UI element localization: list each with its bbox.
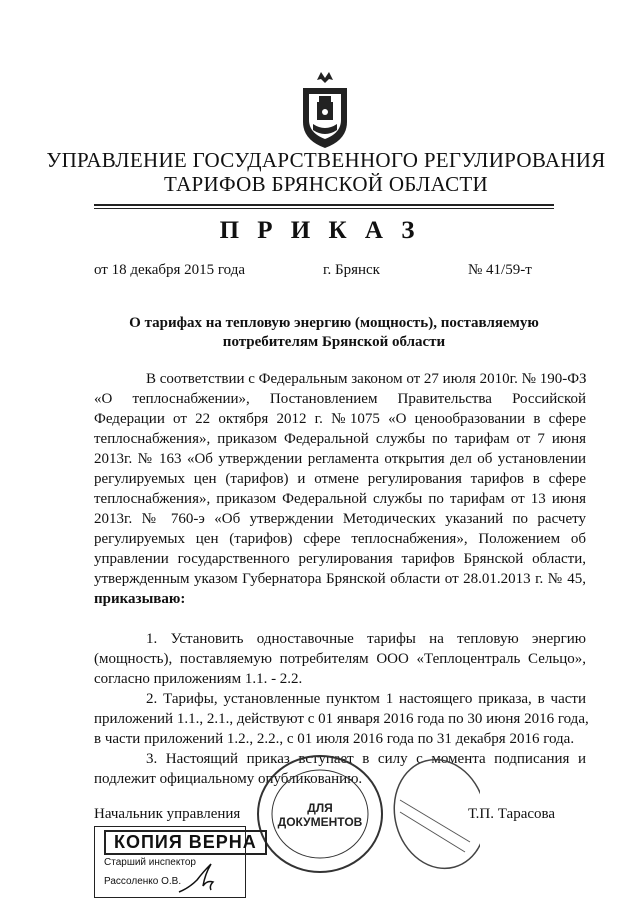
preamble-line: теплоснабжения», приказом Федеральной службы по тарифам от 13 июня — [94, 491, 586, 507]
copy-stamp-role: Старший инспектор — [104, 857, 196, 868]
official-seal-stamp — [250, 752, 480, 877]
handwritten-signature — [175, 858, 235, 896]
preamble-line: В соответствии с Федеральным законом от 27 июля 2010г. № 190-ФЗ — [146, 371, 587, 387]
signer-position: Начальник управления — [94, 806, 241, 822]
item2-line: 2. Тарифы, установленные пунктом 1 настоящего приказа, в части — [146, 691, 586, 707]
item1-line: согласно приложениям 1.1. - 2.2. — [94, 671, 303, 687]
preamble-line: Федерации от 22 октября 2012 г. №1075 «О ценообразовании в сфере — [94, 411, 586, 427]
document-number: № 41/59-т — [468, 262, 532, 278]
header-divider-thin — [94, 208, 554, 209]
organization-name-line1: УПРАВЛЕНИЕ ГОСУДАРСТВЕННОГО РЕГУЛИРОВАНИЯ — [46, 148, 606, 172]
organization-name-line2: ТАРИФОВ БРЯНСКОЙ ОБЛАСТИ — [164, 172, 488, 196]
copy-stamp-title: КОПИЯ ВЕРНА — [104, 830, 267, 855]
order-word: приказываю: — [94, 591, 186, 607]
preamble-line: теплоснабжения», приказом Федеральной службы по тарифам от 7 июня — [94, 431, 586, 447]
preamble-line: «О теплоснабжении», Постановлением Правительства Российской — [94, 391, 586, 407]
preamble-line: управлении государственного регулирования тарифов Брянской области, — [94, 551, 586, 567]
document-title: П Р И К А З — [219, 217, 421, 244]
item3-line: 3. Настоящий приказ вступает в силу с момента подписания и — [146, 751, 586, 767]
stamp-text: ДЛЯ — [307, 801, 333, 815]
preamble-line: утвержденным указом Губернатора Брянской области от 28.01.2013 г. № 45, — [94, 571, 586, 587]
item2-line: в части приложений 1.2., 2.2., с 01 июля 2016 года по 31 декабря 2016 года. — [94, 731, 575, 747]
preamble-line: 2013г. № 163 «Об утверждении регламента открытия дел об установлении — [94, 451, 586, 467]
copy-stamp-name: Рассоленко О.В. — [104, 876, 182, 887]
item2-line: приложений 1.1., 2.1., действуют с 01 января 2016 года по 30 июня 2016 года, — [94, 711, 589, 727]
document-date: от 18 декабря 2015 года — [94, 262, 246, 278]
signer-name: Т.П. Тарасова — [468, 806, 556, 822]
coat-of-arms-emblem — [295, 68, 355, 158]
item3-line: подлежит официальному опубликованию. — [94, 771, 363, 787]
item1-line: 1. Установить одноставочные тарифы на тепловую энергию — [146, 631, 586, 647]
header-divider — [94, 204, 554, 206]
subject-line: О тарифах на тепловую энергию (мощность), поставляемую — [129, 315, 539, 331]
preamble-line: регулируемых цен (тарифов) и отмене регулирования тарифов в сфере — [94, 471, 586, 487]
item1-line: (мощность), поставляемую потребителям ООО «Теплоцентраль Сельцо», — [94, 651, 586, 667]
preamble-line: 2013г. № 760-э «Об утверждении Методических указаний по расчету — [94, 511, 586, 527]
preamble-line: регулируемых цен (тарифов) сфере теплоснабжения», Положением об — [94, 531, 586, 547]
document-city: г. Брянск — [323, 262, 380, 278]
stamp-text: ДОКУМЕНТОВ — [277, 815, 363, 829]
subject-line: потребителям Брянской области — [222, 334, 446, 350]
document-subject — [94, 314, 574, 352]
